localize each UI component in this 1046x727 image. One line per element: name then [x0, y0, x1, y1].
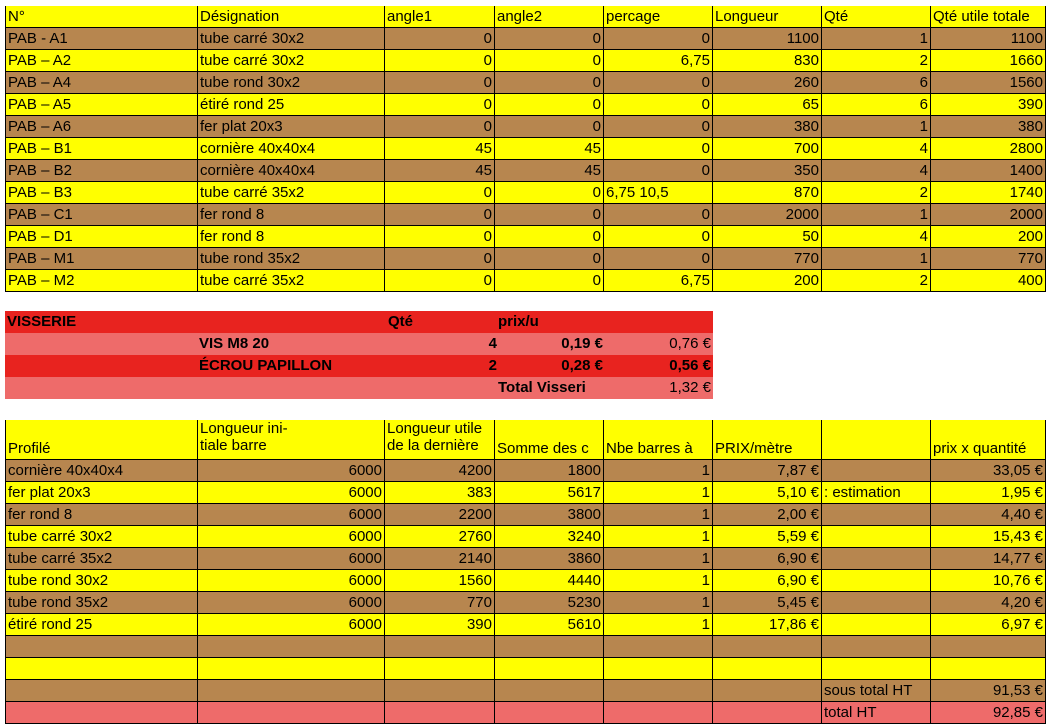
table-cell[interactable]: 0 — [604, 204, 713, 226]
visserie-total-value[interactable]: 1,32 € — [669, 379, 711, 396]
table-cell[interactable]: 0 — [495, 28, 604, 50]
table-cell[interactable]: 6000 — [198, 570, 385, 592]
header-cell[interactable]: Nbe barres à — [604, 420, 713, 460]
table-cell[interactable]: 0 — [385, 248, 495, 270]
table-cell[interactable]: 1 — [604, 482, 713, 504]
table-cell[interactable]: 1 — [604, 526, 713, 548]
table-cell[interactable]: 0 — [604, 94, 713, 116]
header-cell[interactable]: Qté utile totale — [931, 6, 1046, 28]
table-cell[interactable]: 2 — [822, 270, 931, 292]
table-cell[interactable]: 2 — [822, 50, 931, 72]
table-cell[interactable] — [713, 680, 822, 702]
table-cell[interactable]: 0 — [495, 226, 604, 248]
table-cell[interactable]: 1 — [604, 504, 713, 526]
table-cell[interactable] — [604, 702, 713, 724]
visserie-header-row — [5, 311, 713, 333]
header-cell[interactable]: Qté — [822, 6, 931, 28]
table-cell[interactable]: 2000 — [931, 204, 1046, 226]
table-cell[interactable]: 1560 — [385, 570, 495, 592]
table-cell[interactable]: 200 — [713, 270, 822, 292]
table-cell[interactable]: 2200 — [385, 504, 495, 526]
table-cell[interactable]: 770 — [931, 248, 1046, 270]
table-cell[interactable]: 1660 — [931, 50, 1046, 72]
table-cell[interactable] — [385, 680, 495, 702]
table-cell[interactable]: 6000 — [198, 614, 385, 636]
table-cell[interactable]: 390 — [385, 614, 495, 636]
table-cell[interactable]: 0 — [495, 116, 604, 138]
table-cell[interactable]: 0 — [604, 226, 713, 248]
header-cell[interactable]: Profilé — [5, 420, 198, 460]
table-cell[interactable]: 65 — [713, 94, 822, 116]
table-cell[interactable]: 3240 — [495, 526, 604, 548]
table-cell[interactable]: 770 — [713, 248, 822, 270]
table-cell[interactable]: 0 — [604, 138, 713, 160]
table-cell[interactable]: 7,87 € — [713, 460, 822, 482]
visserie-price-header[interactable]: prix/u — [498, 313, 539, 330]
table-cell[interactable]: fer plat 20x3 — [5, 482, 198, 504]
table-cell[interactable]: sous total HT — [822, 680, 931, 702]
header-cell[interactable] — [822, 420, 931, 460]
table-cell[interactable]: 0 — [385, 116, 495, 138]
table-cell[interactable]: tube carré 35x2 — [198, 182, 385, 204]
visserie-item-name[interactable]: ÉCROU PAPILLON — [199, 357, 333, 374]
header-cell[interactable]: percage — [604, 6, 713, 28]
table-cell[interactable]: 0 — [604, 28, 713, 50]
visserie-item-row — [5, 355, 713, 377]
table-cell[interactable]: PAB – A5 — [5, 94, 198, 116]
table-cell[interactable]: étiré rond 25 — [198, 94, 385, 116]
table-cell[interactable]: 2000 — [713, 204, 822, 226]
table-cell[interactable]: 4 — [822, 160, 931, 182]
table-cell[interactable]: 5617 — [495, 482, 604, 504]
table-cell[interactable]: PAB – B1 — [5, 138, 198, 160]
table-cell[interactable]: tube rond 30x2 — [198, 72, 385, 94]
table-cell[interactable]: 830 — [713, 50, 822, 72]
table-cell[interactable]: 6,97 € — [931, 614, 1046, 636]
table-cell[interactable]: 6000 — [198, 548, 385, 570]
table-cell[interactable] — [5, 658, 198, 680]
table-cell[interactable]: 770 — [385, 592, 495, 614]
table-cell[interactable]: 0 — [604, 116, 713, 138]
table-cell[interactable]: 1560 — [931, 72, 1046, 94]
table-cell[interactable]: 1 — [604, 592, 713, 614]
table-cell[interactable]: PAB – B2 — [5, 160, 198, 182]
table-cell[interactable]: 15,43 € — [931, 526, 1046, 548]
table-cell[interactable]: 6000 — [198, 482, 385, 504]
table-cell[interactable] — [5, 636, 198, 658]
table-cell[interactable]: 14,77 € — [931, 548, 1046, 570]
table-cell[interactable] — [931, 658, 1046, 680]
table-cell[interactable]: cornière 40x40x4 — [198, 160, 385, 182]
table-cell[interactable]: PAB - A1 — [5, 28, 198, 50]
table-cell[interactable]: tube carré 30x2 — [5, 526, 198, 548]
table-cell[interactable] — [495, 636, 604, 658]
visserie-total-row — [5, 377, 713, 399]
table-cell[interactable] — [385, 702, 495, 724]
table-cell[interactable]: 4440 — [495, 570, 604, 592]
table-cell[interactable]: 4 — [822, 138, 931, 160]
table-cell[interactable]: 0 — [495, 50, 604, 72]
table-cell[interactable]: 0 — [385, 204, 495, 226]
table-cell[interactable] — [198, 680, 385, 702]
table-cell[interactable]: 5,10 € — [713, 482, 822, 504]
table-cell[interactable]: tube rond 35x2 — [198, 248, 385, 270]
table-cell[interactable]: 0 — [495, 270, 604, 292]
table-cell[interactable]: 2800 — [931, 138, 1046, 160]
table-cell[interactable]: 1 — [604, 614, 713, 636]
table-cell[interactable]: fer rond 8 — [198, 204, 385, 226]
table-cell[interactable] — [198, 702, 385, 724]
table-cell[interactable]: 1 — [822, 116, 931, 138]
table-cell[interactable]: 91,53 € — [931, 680, 1046, 702]
table-cell[interactable]: 6000 — [198, 460, 385, 482]
table-cell[interactable]: 1 — [822, 248, 931, 270]
table-cell[interactable] — [385, 658, 495, 680]
visserie-item-unit-price[interactable]: 0,28 € — [561, 357, 603, 374]
table-cell[interactable]: tube carré 30x2 — [198, 50, 385, 72]
table-cell[interactable]: 3800 — [495, 504, 604, 526]
table-cell[interactable]: tube carré 30x2 — [198, 28, 385, 50]
table-cell[interactable]: PAB – A4 — [5, 72, 198, 94]
header-cell[interactable]: angle2 — [495, 6, 604, 28]
visserie-total-label[interactable]: Total Visseri — [498, 379, 586, 396]
table-cell[interactable] — [5, 680, 198, 702]
table-cell[interactable]: 1800 — [495, 460, 604, 482]
table-cell[interactable] — [931, 636, 1046, 658]
table-cell[interactable]: 260 — [713, 72, 822, 94]
table-cell[interactable]: 0 — [385, 28, 495, 50]
visserie-qty-header[interactable]: Qté — [388, 313, 414, 330]
table-cell[interactable]: 0 — [495, 94, 604, 116]
table-cell[interactable]: 1400 — [931, 160, 1046, 182]
table-cell[interactable] — [822, 504, 931, 526]
table-cell[interactable]: 4,20 € — [931, 592, 1046, 614]
header-cell[interactable]: angle1 — [385, 6, 495, 28]
table-cell[interactable]: 17,86 € — [713, 614, 822, 636]
visserie-item-total[interactable]: 0,76 € — [669, 335, 711, 352]
table-cell[interactable]: 1740 — [931, 182, 1046, 204]
table-cell[interactable]: 3860 — [495, 548, 604, 570]
table-cell[interactable] — [822, 592, 931, 614]
header-cell[interactable]: Désignation — [198, 6, 385, 28]
table-cell[interactable]: 4200 — [385, 460, 495, 482]
table-cell[interactable]: 45 — [385, 138, 495, 160]
table-cell[interactable]: 0 — [495, 248, 604, 270]
table-cell[interactable]: 45 — [495, 160, 604, 182]
table-cell[interactable]: 6,75 — [604, 50, 713, 72]
table-cell[interactable]: 5230 — [495, 592, 604, 614]
table-cell[interactable] — [822, 526, 931, 548]
table-cell[interactable]: tube carré 35x2 — [198, 270, 385, 292]
visserie-item-qty[interactable]: 4 — [488, 335, 497, 352]
table-cell[interactable]: 1,95 € — [931, 482, 1046, 504]
visserie-item-name[interactable]: VIS M8 20 — [199, 335, 270, 352]
header-cell[interactable]: Longueur utile de la dernière — [385, 420, 495, 460]
table-cell[interactable]: PAB – M2 — [5, 270, 198, 292]
visserie-item-total[interactable]: 0,56 € — [669, 357, 711, 374]
table-cell[interactable]: 0 — [385, 94, 495, 116]
table-cell[interactable]: 50 — [713, 226, 822, 248]
table-cell[interactable]: 6000 — [198, 526, 385, 548]
table-cell[interactable] — [604, 636, 713, 658]
table-cell[interactable] — [198, 636, 385, 658]
header-cell[interactable]: Longueur — [713, 6, 822, 28]
visserie-item-unit-price[interactable]: 0,19 € — [561, 335, 603, 352]
table-cell[interactable] — [713, 702, 822, 724]
table-cell[interactable]: tube carré 35x2 — [5, 548, 198, 570]
table-cell[interactable] — [495, 658, 604, 680]
table-cell[interactable] — [822, 460, 931, 482]
table-cell[interactable]: 0 — [385, 226, 495, 248]
table-cell[interactable]: 0 — [385, 50, 495, 72]
table-cell[interactable]: fer rond 8 — [5, 504, 198, 526]
table-cell[interactable]: 200 — [931, 226, 1046, 248]
table-cell[interactable]: total HT — [822, 702, 931, 724]
table-cell[interactable] — [495, 680, 604, 702]
table-cell[interactable]: PAB – M1 — [5, 248, 198, 270]
table-cell[interactable]: 5610 — [495, 614, 604, 636]
table-cell[interactable]: 0 — [495, 72, 604, 94]
table-cell[interactable]: 6,75 10,5 — [604, 182, 713, 204]
table-cell[interactable]: 1 — [822, 204, 931, 226]
table-cell[interactable]: fer plat 20x3 — [198, 116, 385, 138]
table-cell[interactable]: 92,85 € — [931, 702, 1046, 724]
table-cell[interactable]: cornière 40x40x4 — [198, 138, 385, 160]
table-cell[interactable]: : estimation — [822, 482, 931, 504]
table-cell[interactable]: 4 — [822, 226, 931, 248]
table-cell[interactable] — [713, 636, 822, 658]
header-cell[interactable]: prix x quantité — [931, 420, 1046, 460]
table-cell[interactable]: tube rond 35x2 — [5, 592, 198, 614]
table-cell[interactable] — [822, 570, 931, 592]
table-cell[interactable] — [822, 548, 931, 570]
table-cell[interactable] — [198, 658, 385, 680]
table-cell[interactable]: 400 — [931, 270, 1046, 292]
table-cell[interactable]: 870 — [713, 182, 822, 204]
table-cell[interactable]: 380 — [713, 116, 822, 138]
table-cell[interactable]: 1 — [604, 460, 713, 482]
table-cell[interactable]: 2140 — [385, 548, 495, 570]
table-cell[interactable]: 1 — [822, 28, 931, 50]
header-cell[interactable]: PRIX/mètre — [713, 420, 822, 460]
table-cell[interactable]: 0 — [385, 270, 495, 292]
table-cell[interactable]: tube rond 30x2 — [5, 570, 198, 592]
table-cell[interactable]: 4,40 € — [931, 504, 1046, 526]
header-cell[interactable]: Longueur ini- tiale barre — [198, 420, 385, 460]
table-cell[interactable]: PAB – D1 — [5, 226, 198, 248]
table-cell[interactable]: PAB – B3 — [5, 182, 198, 204]
table-cell[interactable]: 2 — [822, 182, 931, 204]
table-cell[interactable]: 6000 — [198, 504, 385, 526]
table-cell[interactable]: 383 — [385, 482, 495, 504]
table-cell[interactable]: cornière 40x40x4 — [5, 460, 198, 482]
table-cell[interactable]: 390 — [931, 94, 1046, 116]
table-cell[interactable] — [604, 658, 713, 680]
table-cell[interactable]: 0 — [385, 72, 495, 94]
table-cell[interactable]: 45 — [385, 160, 495, 182]
table-cell[interactable] — [5, 702, 198, 724]
table-cell[interactable]: 0 — [604, 248, 713, 270]
table-cell[interactable]: 700 — [713, 138, 822, 160]
table-cell[interactable]: 6,75 — [604, 270, 713, 292]
table-cell[interactable] — [822, 658, 931, 680]
table-cell[interactable]: étiré rond 25 — [5, 614, 198, 636]
table-cell[interactable]: 5,45 € — [713, 592, 822, 614]
table-cell[interactable]: 380 — [931, 116, 1046, 138]
table-cell[interactable]: PAB – C1 — [5, 204, 198, 226]
table-cell[interactable] — [495, 702, 604, 724]
table-cell[interactable]: PAB – A6 — [5, 116, 198, 138]
table-cell[interactable] — [713, 658, 822, 680]
header-cell[interactable]: N° — [5, 6, 198, 28]
table-cell[interactable]: 45 — [495, 138, 604, 160]
table-cell[interactable]: 6,90 € — [713, 548, 822, 570]
table-cell[interactable]: 0 — [604, 72, 713, 94]
table-cell[interactable]: 0 — [495, 204, 604, 226]
table-cell[interactable]: 350 — [713, 160, 822, 182]
table-cell[interactable]: 1 — [604, 548, 713, 570]
table-cell[interactable] — [385, 636, 495, 658]
table-cell[interactable]: 2,00 € — [713, 504, 822, 526]
table-cell[interactable] — [822, 614, 931, 636]
table-cell[interactable]: 6000 — [198, 592, 385, 614]
table-cell[interactable]: 1 — [604, 570, 713, 592]
table-cell[interactable]: PAB – A2 — [5, 50, 198, 72]
table-cell[interactable]: 10,76 € — [931, 570, 1046, 592]
table-cell[interactable]: 1100 — [713, 28, 822, 50]
table-cell[interactable]: 0 — [495, 182, 604, 204]
table-cell[interactable]: 0 — [385, 182, 495, 204]
table-cell[interactable] — [822, 636, 931, 658]
table-cell[interactable]: 0 — [604, 160, 713, 182]
table-cell[interactable]: 2760 — [385, 526, 495, 548]
table-cell[interactable]: 33,05 € — [931, 460, 1046, 482]
visserie-item-qty[interactable]: 2 — [488, 357, 497, 374]
visserie-title[interactable]: VISSERIE — [7, 313, 77, 330]
table-cell[interactable]: 5,59 € — [713, 526, 822, 548]
visserie-item-row — [5, 333, 713, 355]
table-cell[interactable]: 6 — [822, 72, 931, 94]
table-cell[interactable]: 6,90 € — [713, 570, 822, 592]
table-cell[interactable]: 1100 — [931, 28, 1046, 50]
header-cell[interactable]: Somme des c — [495, 420, 604, 460]
table-cell[interactable] — [604, 680, 713, 702]
table-cell[interactable]: 6 — [822, 94, 931, 116]
table-cell[interactable]: fer rond 8 — [198, 226, 385, 248]
